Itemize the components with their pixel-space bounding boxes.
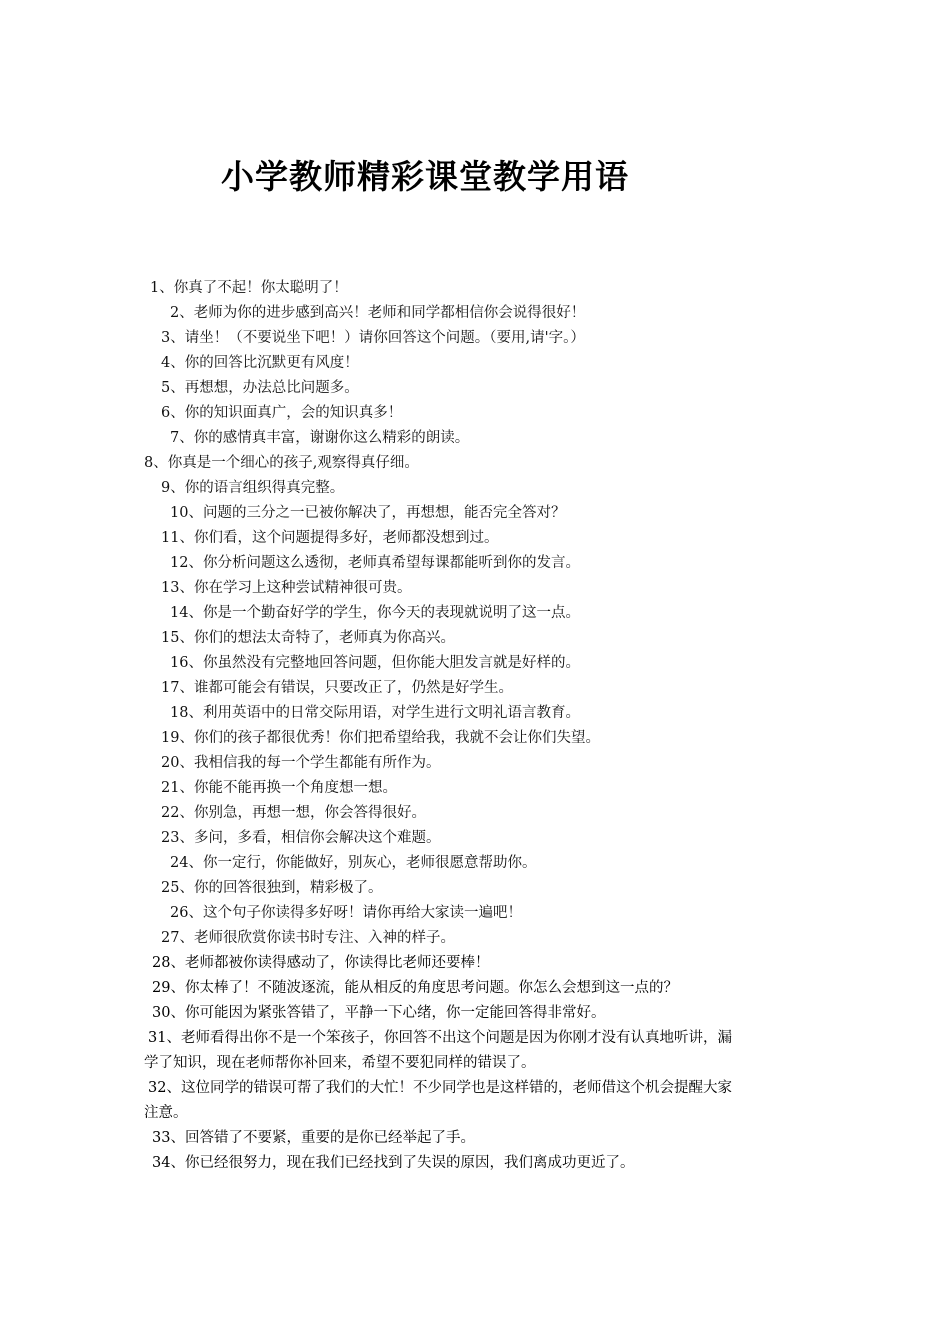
list-item: 14、你是一个勤奋好学的学生，你今天的表现就说明了这一点。: [170, 605, 580, 621]
list-item: 3、请坐！（不要说坐下吧！）请你回答这个问题。（要用,请'字。）: [161, 330, 585, 346]
list-item: 7、你的感情真丰富，谢谢你这么精彩的朗读。: [170, 430, 470, 446]
list-item: 21、你能不能再换一个角度想一想。: [161, 780, 397, 796]
list-item: 8、你真是一个细心的孩子,观察得真仔细。: [144, 455, 419, 471]
list-item: 33、回答错了不要紧，重要的是你已经举起了手。: [152, 1130, 475, 1146]
list-item: 10、问题的三分之一已被你解决了，再想想，能否完全答对？: [170, 505, 566, 521]
list-item: 29、你太棒了！不随波逐流，能从相反的角度思考问题。你怎么会想到这一点的？: [152, 980, 678, 996]
list-item: 28、老师都被你读得感动了，你读得比老师还要棒！: [152, 955, 490, 971]
list-item: 23、多问，多看，相信你会解决这个难题。: [161, 830, 441, 846]
list-item: 30、你可能因为紧张答错了，平静一下心绪，你一定能回答得非常好。: [152, 1005, 606, 1021]
list-item: 20、我相信我的每一个学生都能有所作为。: [161, 755, 441, 771]
list-item: 34、你已经很努力，现在我们已经找到了失误的原因，我们离成功更近了。: [152, 1155, 635, 1171]
list-item: 31、老师看得出你不是一个笨孩子，你回答不出这个问题是因为你刚才没有认真地听讲，漏学了知识，现在老师帮你补回来，希望不要犯同样的错误了。: [144, 1030, 732, 1071]
list-item: 11、你们看，这个问题提得多好，老师都没想到过。: [161, 530, 499, 546]
list-item: 16、你虽然没有完整地回答问题，但你能大胆发言就是好样的。: [170, 655, 580, 671]
list-item: 17、谁都可能会有错误，只要改正了，仍然是好学生。: [161, 680, 513, 696]
list-item: 26、这个句子你读得多好呀！请你再给大家读一遍吧！: [170, 905, 522, 921]
list-item: 4、你的回答比沉默更有风度！: [161, 355, 359, 371]
list-item: 19、你们的孩子都很优秀！你们把希望给我，我就不会让你们失望。: [161, 730, 600, 746]
list-item: 13、你在学习上这种尝试精神很可贵。: [161, 580, 412, 596]
list-item: 18、利用英语中的日常交际用语，对学生进行文明礼语言教育。: [170, 705, 580, 721]
list-item: 22、你别急，再想一想，你会答得很好。: [161, 805, 426, 821]
list-item: 32、这位同学的错误可帮了我们的大忙！不少同学也是这样错的，老师借这个机会提醒大家注意。: [144, 1080, 732, 1121]
list-item: 25、你的回答很独到，精彩极了。: [161, 880, 383, 896]
list-item: 1、你真了不起！你太聪明了！: [150, 280, 348, 296]
list-item: 9、你的语言组织得真完整。: [161, 480, 345, 496]
list-item: 24、你一定行，你能做好，别灰心，老师很愿意帮助你。: [170, 855, 537, 871]
list-item: 15、你们的想法太奇特了，老师真为你高兴。: [161, 630, 455, 646]
list-item: 27、老师很欣赏你读书时专注、入神的样子。: [161, 930, 455, 946]
document-title: 小学教师精彩课堂教学用语: [221, 157, 629, 196]
list-item: 5、再想想，办法总比问题多。: [161, 380, 359, 396]
list-item: 2、老师为你的进步感到高兴！老师和同学都相信你会说得很好！: [170, 305, 586, 321]
list-item: 6、你的知识面真广，会的知识真多！: [161, 405, 403, 421]
phrase-list: [0, 276, 950, 1176]
list-item: 12、你分析问题这么透彻，老师真希望每课都能听到你的发言。: [170, 555, 580, 571]
